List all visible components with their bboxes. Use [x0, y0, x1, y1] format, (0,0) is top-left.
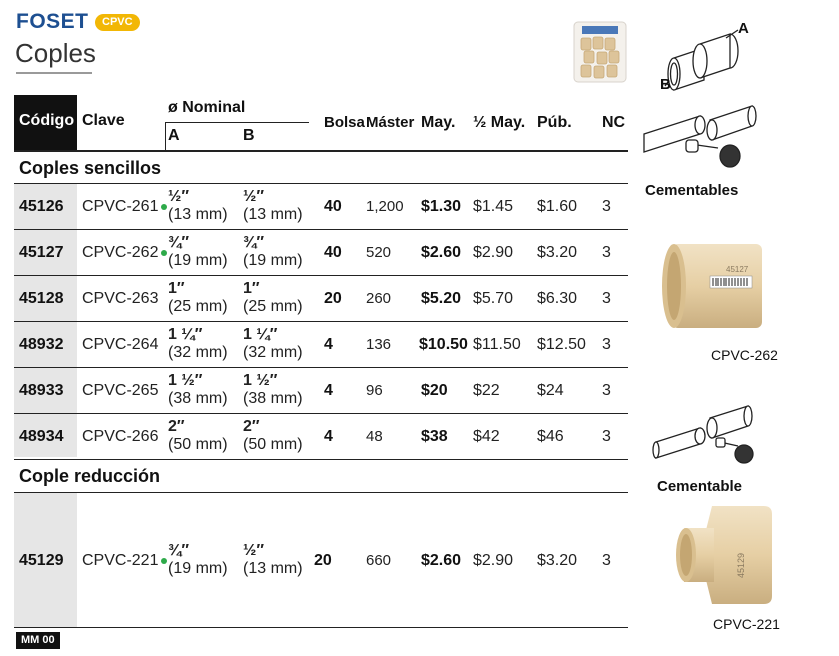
row-bolsa: 4 — [324, 428, 333, 445]
a-mm: (25 mm) — [168, 298, 228, 315]
row-nominal-b — [243, 188, 303, 224]
clave-text: CPVC-221 — [82, 552, 159, 569]
row-may: $2.60 — [421, 552, 462, 569]
header-pub: Púb. — [537, 114, 572, 131]
brand-badge: CPVC — [95, 14, 140, 31]
a-mm: (19 mm) — [168, 252, 228, 269]
row-master: 520 — [366, 244, 392, 261]
row-may: $38 — [421, 428, 448, 445]
b-mm: (13 mm) — [243, 560, 303, 577]
b-inch: 1 ¼″ — [243, 326, 278, 343]
section-rule — [14, 492, 628, 493]
table-header — [14, 95, 628, 150]
row-may: $20 — [421, 382, 448, 399]
row-clave — [82, 428, 158, 446]
row-nc: 3 — [602, 290, 611, 307]
cpvc-221-caption: CPVC-221 — [713, 616, 780, 632]
a-inch: ¾″ — [168, 542, 190, 559]
b-mm: (50 mm) — [243, 436, 303, 453]
row-codigo: 45126 — [19, 198, 64, 215]
row-nc: 3 — [602, 428, 611, 445]
header-bottom-rule — [14, 150, 628, 152]
section-title: Coples sencillos — [19, 158, 162, 178]
table-row — [14, 276, 628, 322]
row-nominal-b — [243, 418, 303, 454]
header-b: B — [243, 127, 255, 144]
row-codigo: 45127 — [19, 244, 64, 261]
a-inch: 1″ — [168, 280, 185, 297]
row-bolsa: 20 — [314, 552, 332, 569]
row-clave — [82, 552, 167, 570]
a-mm: (19 mm) — [168, 560, 228, 577]
a-inch: 1 ¼″ — [168, 326, 203, 343]
table-row — [14, 368, 628, 414]
row-nc: 3 — [602, 198, 611, 215]
row-clave — [82, 198, 167, 216]
row-nominal-a — [168, 542, 228, 578]
header-a: A — [168, 127, 180, 144]
green-dot-icon — [161, 558, 167, 564]
table-bottom-rule — [14, 627, 628, 628]
a-mm: (38 mm) — [168, 390, 228, 407]
row-nc: 3 — [602, 382, 611, 399]
row-pub: $1.60 — [537, 198, 578, 215]
row-nc: 3 — [602, 336, 611, 353]
a-mm: (13 mm) — [168, 206, 228, 223]
diagram-label-b: B — [660, 76, 671, 93]
b-mm: (38 mm) — [243, 390, 303, 407]
table-row — [14, 322, 628, 368]
header-may: May. — [421, 114, 456, 131]
table-row — [14, 230, 628, 276]
row-pub: $46 — [537, 428, 564, 445]
row-codigo: 48934 — [19, 428, 64, 445]
row-nominal-b — [243, 542, 303, 578]
row-codigo: 45128 — [19, 290, 64, 307]
row-nc: 3 — [602, 244, 611, 261]
row-nominal-a — [168, 234, 228, 270]
a-inch: 1 ½″ — [168, 372, 203, 389]
b-mm: (32 mm) — [243, 344, 303, 361]
row-master: 96 — [366, 382, 383, 399]
row-codigo: 48933 — [19, 382, 64, 399]
header-nominal: ø Nominal — [168, 99, 246, 116]
row-bolsa: 20 — [324, 290, 342, 307]
header-codigo: Código — [19, 112, 75, 129]
row-clave — [82, 336, 158, 354]
clave-text: CPVC-262 — [82, 244, 159, 261]
clave-text: CPVC-264 — [82, 336, 159, 353]
row-nominal-a — [168, 418, 228, 454]
header-half-may: ½ May. — [473, 114, 526, 131]
b-inch: ½″ — [243, 188, 265, 205]
row-codigo: 48932 — [19, 336, 64, 353]
nominal-left-border — [165, 122, 166, 150]
row-half-may: $42 — [473, 428, 500, 445]
row-pub: $6.30 — [537, 290, 578, 307]
clave-text: CPVC-261 — [82, 198, 159, 215]
row-half-may: $2.90 — [473, 244, 514, 261]
row-bolsa: 4 — [324, 336, 333, 353]
package-bag-image — [572, 20, 628, 84]
footer-code: MM 00 — [16, 632, 60, 649]
row-half-may: $22 — [473, 382, 500, 399]
row-bolsa: 40 — [324, 198, 342, 215]
row-half-may: $2.90 — [473, 552, 514, 569]
row-clave — [82, 382, 158, 400]
brand-logo: FOSET — [16, 10, 89, 33]
a-inch: 2″ — [168, 418, 185, 435]
clave-text: CPVC-266 — [82, 428, 159, 445]
row-rule — [14, 459, 628, 460]
row-nominal-a — [168, 326, 228, 362]
print-45129: 45129 — [736, 552, 746, 578]
header-nc: NC — [602, 114, 626, 131]
cementables-label: Cementables — [645, 182, 739, 199]
print-45127: 45127 — [726, 265, 749, 274]
nominal-divider — [165, 122, 309, 123]
row-nominal-a — [168, 188, 228, 224]
table-row — [14, 414, 628, 460]
row-nc: 3 — [602, 552, 611, 569]
header-master: Máster — [366, 114, 415, 131]
b-inch: ½″ — [243, 542, 265, 559]
row-master: 48 — [366, 428, 383, 445]
a-mm: (32 mm) — [168, 344, 228, 361]
row-nominal-b — [243, 326, 303, 362]
row-half-may: $1.45 — [473, 198, 514, 215]
green-dot-icon — [161, 204, 167, 210]
coupling-cpvc-262-image — [656, 232, 776, 342]
row-clave — [82, 290, 158, 308]
row-pub: $3.20 — [537, 244, 578, 261]
table-row — [14, 540, 628, 586]
row-pub: $24 — [537, 382, 564, 399]
table-row — [14, 184, 628, 230]
row-bolsa: 40 — [324, 244, 342, 261]
row-may: $2.60 — [421, 244, 462, 261]
section-title: Cople reducción — [19, 466, 161, 486]
b-inch: 1″ — [243, 280, 260, 297]
row-nominal-b — [243, 280, 303, 316]
row-nominal-a — [168, 372, 228, 408]
cpvc-262-caption: CPVC-262 — [711, 347, 778, 363]
row-codigo: 45129 — [19, 552, 64, 569]
row-bolsa: 4 — [324, 382, 333, 399]
header-clave: Clave — [82, 112, 125, 129]
row-master: 136 — [366, 336, 392, 353]
b-inch: 2″ — [243, 418, 260, 435]
header-bolsa: Bolsa — [324, 114, 365, 131]
header-codigo-cell — [14, 95, 77, 150]
row-nominal-b — [243, 234, 303, 270]
a-mm: (50 mm) — [168, 436, 228, 453]
row-nominal-b — [243, 372, 303, 408]
b-inch: 1 ½″ — [243, 372, 278, 389]
row-half-may: $11.50 — [473, 336, 521, 353]
row-master: 260 — [366, 290, 392, 307]
row-clave — [82, 244, 167, 262]
row-master: 1,200 — [366, 198, 404, 215]
cementable-label: Cementable — [657, 478, 743, 495]
clave-text: CPVC-263 — [82, 290, 159, 307]
green-dot-icon — [161, 250, 167, 256]
row-master: 660 — [366, 552, 392, 569]
cementable-diagram — [650, 398, 760, 468]
cementables-diagram — [640, 100, 760, 180]
b-mm: (19 mm) — [243, 252, 303, 269]
diagram-label-a: A — [738, 20, 749, 37]
title-underline — [16, 72, 92, 74]
row-pub: $3.20 — [537, 552, 578, 569]
a-inch: ½″ — [168, 188, 190, 205]
page-title: Coples — [15, 38, 96, 68]
row-may: $1.30 — [421, 198, 462, 215]
row-may: $5.20 — [421, 290, 462, 307]
b-inch: ¾″ — [243, 234, 265, 251]
row-nominal-a — [168, 280, 228, 316]
row-half-may: $5.70 — [473, 290, 514, 307]
row-may: $10.50 — [419, 336, 468, 353]
a-inch: ¾″ — [168, 234, 190, 251]
row-pub: $12.50 — [537, 336, 586, 353]
reducer-cpvc-221-image — [670, 500, 780, 610]
b-mm: (25 mm) — [243, 298, 303, 315]
clave-text: CPVC-265 — [82, 382, 159, 399]
b-mm: (13 mm) — [243, 206, 303, 223]
